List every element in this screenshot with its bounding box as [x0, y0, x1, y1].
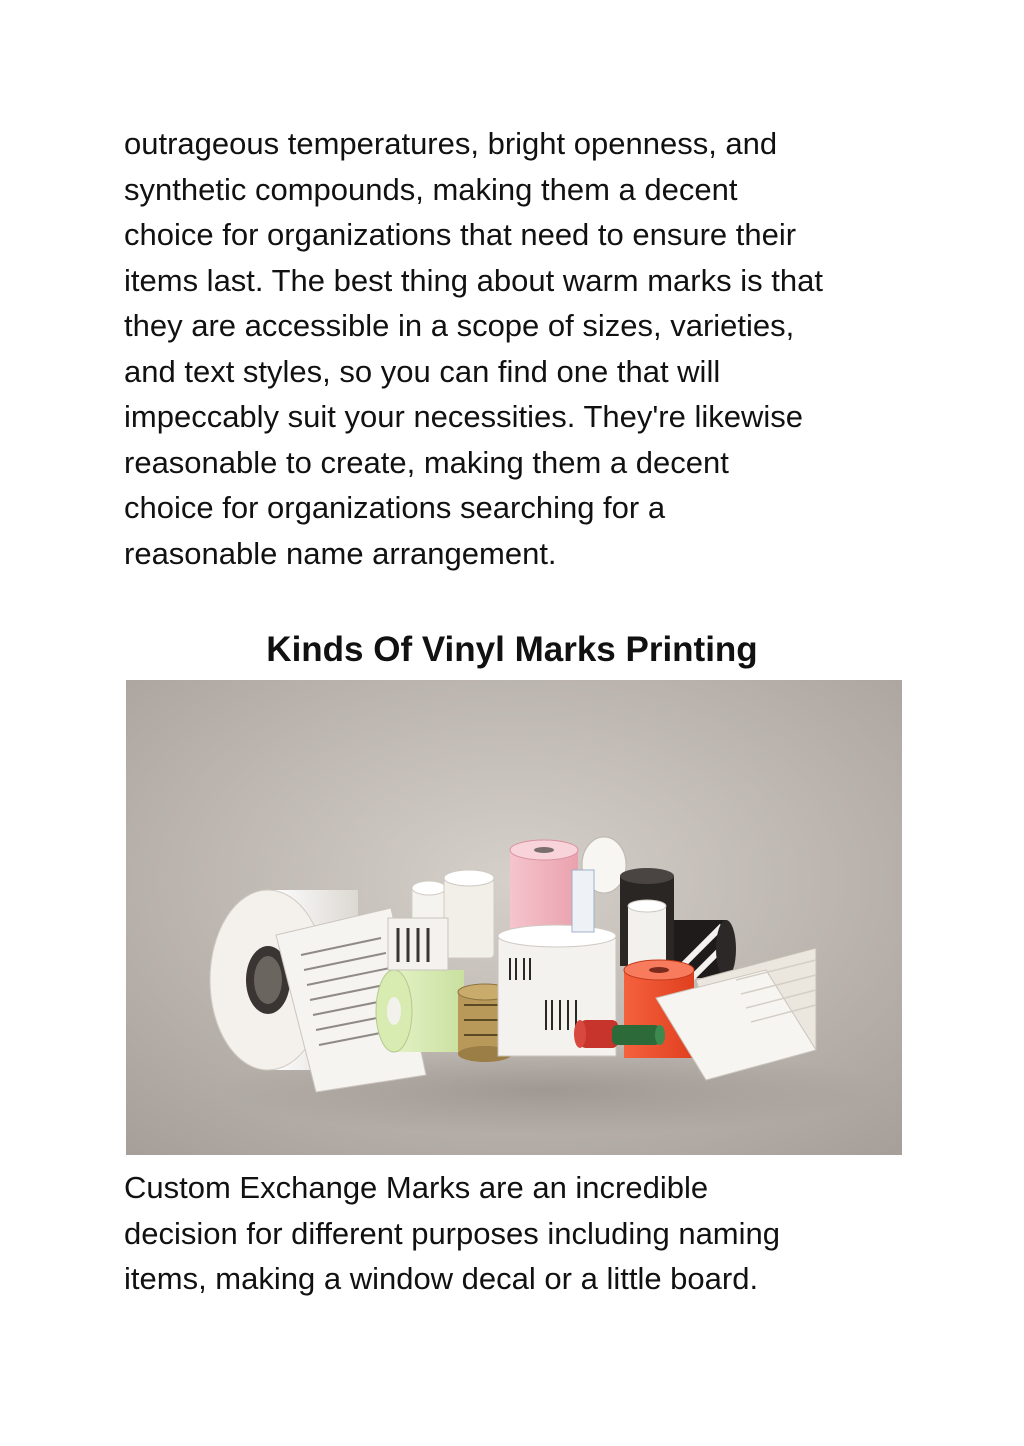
green-label-roll	[376, 970, 464, 1052]
paragraph-bottom	[124, 1165, 914, 1302]
text-line: synthetic compounds, making them a decent	[124, 171, 738, 207]
text-line: decision for different purposes including naming	[124, 1215, 780, 1251]
text-line: items, making a window decal or a little board.	[124, 1261, 759, 1296]
dark-ribbon-roll	[620, 868, 674, 966]
text-line: and text styles, so you can find one that will	[124, 353, 721, 389]
text-line: Custom Exchange Marks are an incredible	[124, 1170, 709, 1205]
pink-label-roll	[510, 840, 578, 936]
text-line: reasonable name arrangement.	[124, 535, 557, 571]
text-line: reasonable to create, making them a decent	[124, 444, 729, 480]
label-rolls-photo	[126, 680, 902, 1155]
text-line: they are accessible in a scope of sizes, varieties,	[124, 308, 795, 343]
section-heading: Kinds Of Vinyl Marks Printing	[266, 630, 758, 669]
text-line: outrageous temperatures, bright openness, and	[124, 126, 778, 161]
text-line: choice for organizations that need to ensure their	[124, 217, 797, 252]
text-line: items last. The best thing about warm marks is that	[124, 262, 823, 298]
paragraph-top	[124, 121, 914, 576]
photo-illustration	[126, 680, 902, 1155]
text-line: impeccably suit your necessities. They're likewise	[124, 399, 804, 434]
text-line: choice for organizations searching for a	[124, 490, 666, 525]
